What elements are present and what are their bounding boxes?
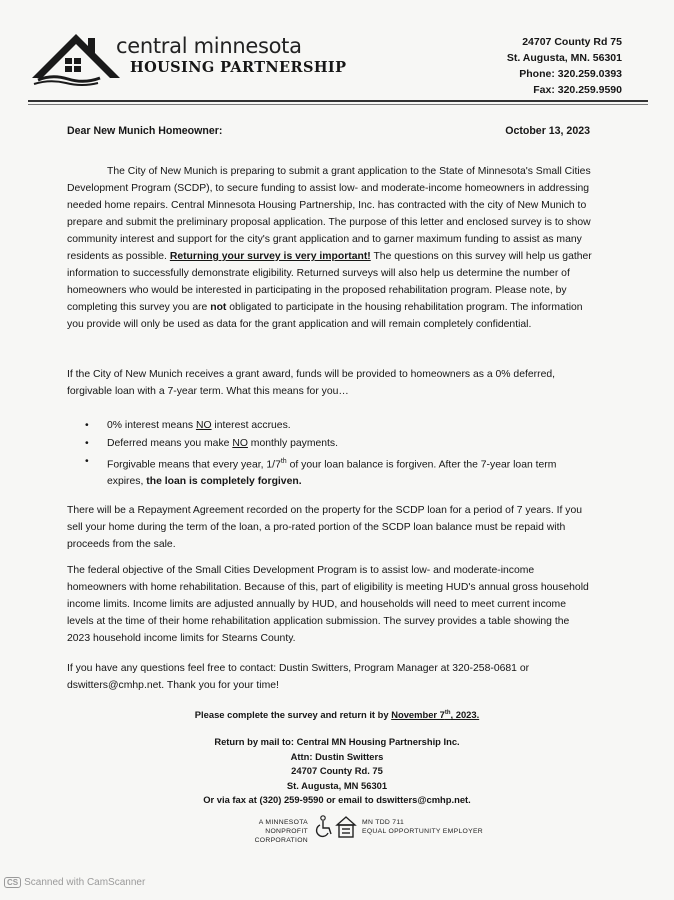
emphasis-text: Returning your survey is very important! xyxy=(169,251,371,262)
paragraph-repayment: There will be a Repayment Agreement recorded on the property for the SCDP loan for a period of 7 years. If you sell your home during the term of the loan, a pro-rated portion of the SCDP loan balance must be repaid with proceeds from the sale. xyxy=(67,505,583,550)
letter-date: October 13, 2023 xyxy=(505,125,590,137)
paragraph-intro: The City of New Munich is preparing to submit a grant application to the State of Minnesota's Small Cities Development Program (SCDP), to secure funding to assist low- and moderate-income homeowners in addressing needed home repairs. Central Minnesota Housing Partnership, Inc. has contracted with the city of New Munich to prepare and submit the preliminary proposal application. The purpose of this letter and enclosed survey is to show community interest and support for the city's grant application and to garner maximum funding to assist as many residents as possible. Returning your survey is very important! The questions on this survey will help us gather information to successfully demonstrate eligibility. Returned surveys will also help us determine the number of homeowners who would be interested in participating in the proposed rehabilitation program. Please note, by completing this survey you are not obligated to participate in the housing rehabilitation program. The information you provide will only be used as data for the grant application and will remain completely confidential. xyxy=(67,166,592,330)
equal-housing-icon xyxy=(337,817,355,837)
mail-line1: Return by mail to: Central MN Housing Partnership Inc. xyxy=(214,736,460,747)
mail-line4: St. Augusta, MN 56301 xyxy=(286,779,388,791)
org-name-line2: HOUSING PARTNERSHIP xyxy=(130,59,347,76)
list-item: • 0% interest means NO interest accrues. xyxy=(85,420,291,431)
header-divider xyxy=(28,100,648,102)
mail-line2: Attn: Dustin Switters xyxy=(290,750,384,762)
loan-terms-list xyxy=(80,417,580,491)
address-line2: St. Augusta, MN. 56301 xyxy=(506,52,622,64)
address-line1: 24707 County Rd 75 xyxy=(522,36,622,48)
paragraph-objective: The federal objective of the Small Cities Development Program is to assist low- and moderate-income homeowners with home rehabilitation. Because of this, part of eligibility is meeting HUD's annual gross household income limits. Income limits are adjusted annually by HUD, and households will need to meet current income levels at the time of their home rehabilitation application submission. The survey provides a table showing the 2023 household income limits for Stearns County. xyxy=(67,565,589,644)
nonprofit-label: A MINNESOTA NONPROFIT CORPORATION xyxy=(254,819,308,844)
deadline-line: Please complete the survey and return it by November 7th, 2023. xyxy=(194,709,480,721)
scanner-watermark xyxy=(4,877,145,888)
footer-logos xyxy=(210,812,490,844)
header-divider-thin xyxy=(28,104,648,105)
salutation: Dear New Munich Homeowner: xyxy=(67,125,223,137)
mail-line5: Or via fax at (320) 259-9590 or email to dswitters@cmhp.net. xyxy=(203,794,471,805)
house-logo-icon xyxy=(30,28,120,86)
org-name-line1: central minnesota xyxy=(116,34,302,58)
mail-line3: 24707 County Rd. 75 xyxy=(291,765,383,776)
return-address-block xyxy=(0,735,674,808)
org-logo xyxy=(30,28,347,88)
paragraph-grant: If the City of New Munich receives a grant award, funds will be provided to homeowners as a 0% deferred, forgivable loan with a 7-year term. What this means for you… xyxy=(67,369,556,397)
phone-line: Phone: 320.259.0393 xyxy=(519,68,622,80)
fax-line: Fax: 320.259.9590 xyxy=(533,84,622,96)
contact-block xyxy=(507,34,622,98)
accessibility-icon xyxy=(317,816,331,837)
paragraph-contact: If you have any questions feel free to contact: Dustin Switters, Program Manager at 320-258-0681 or dswitters@cmhp.net. Thank you for your time! xyxy=(67,663,530,691)
footer-icons xyxy=(314,814,358,840)
list-item: • Deferred means you make NO monthly payments. xyxy=(85,438,339,449)
eoe-label: MN TDD 711 EQUAL OPPORTUNITY EMPLOYER xyxy=(362,819,483,835)
watermark-text: Scanned with CamScanner xyxy=(24,877,146,888)
list-item: • Forgivable means that every year, 1/7th of your loan balance is forgiven. After the 7-year loan term expires, the loan is completely forgiven. xyxy=(85,456,557,488)
camscanner-icon: CS xyxy=(4,877,21,888)
